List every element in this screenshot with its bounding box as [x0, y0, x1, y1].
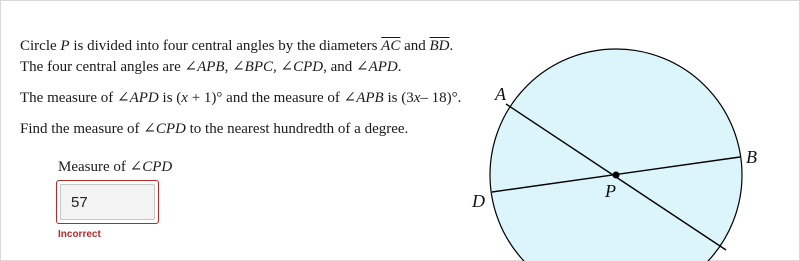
- text: The measure of ∠: [20, 90, 130, 106]
- problem-line-1: [20, 36, 490, 78]
- problem-text: [20, 36, 490, 140]
- text: is (3: [383, 90, 414, 106]
- text: Find the measure of ∠: [20, 121, 156, 137]
- text: , ∠: [273, 59, 294, 75]
- center-point-P: [613, 172, 620, 179]
- text: Circle: [20, 38, 61, 54]
- var-x: x: [413, 90, 421, 106]
- text: to the nearest hundredth of a degree.: [185, 121, 409, 137]
- answer-value[interactable]: 57: [60, 184, 155, 220]
- problem-measures: [20, 88, 490, 109]
- angle-CPD: CPD: [155, 121, 186, 137]
- answer-input[interactable]: [56, 180, 159, 224]
- segment-BD: $\overline{BD}$: [429, 38, 450, 54]
- text: , and ∠: [323, 59, 369, 75]
- var-x: x: [181, 90, 188, 106]
- incorrect-feedback: Incorrect: [58, 229, 101, 240]
- text: is (: [158, 90, 182, 106]
- problem-question: [20, 119, 490, 140]
- text: The four central angles are ∠: [20, 59, 198, 75]
- angle-APB: APB: [197, 59, 225, 75]
- text: , ∠: [224, 59, 245, 75]
- angle-CPD: CPD: [293, 59, 324, 75]
- text: and: [400, 38, 430, 54]
- circle-P: [490, 49, 742, 261]
- text: .: [449, 38, 454, 54]
- answer-label: [58, 157, 172, 176]
- label-A: A: [495, 84, 506, 104]
- text: + 1)° and the measure of ∠: [187, 90, 357, 106]
- label-D: D: [472, 191, 485, 211]
- label-P: P: [605, 181, 616, 201]
- angle-APD: APD: [129, 90, 159, 106]
- text: .: [397, 59, 402, 75]
- angle-CPD: CPD: [142, 159, 173, 175]
- angle-APB: APB: [356, 90, 384, 106]
- segment-AC: $\overline{AC}$: [381, 38, 401, 54]
- var-P: P: [60, 38, 70, 54]
- text: is divided into four central angles by the diameters: [69, 38, 382, 54]
- text: Measure of ∠: [58, 159, 143, 175]
- angle-APD: APD: [368, 59, 398, 75]
- label-B: B: [746, 147, 757, 167]
- angle-BPC: BPC: [244, 59, 273, 75]
- text: – 18)°.: [420, 90, 462, 106]
- circle-diagram: [460, 0, 800, 261]
